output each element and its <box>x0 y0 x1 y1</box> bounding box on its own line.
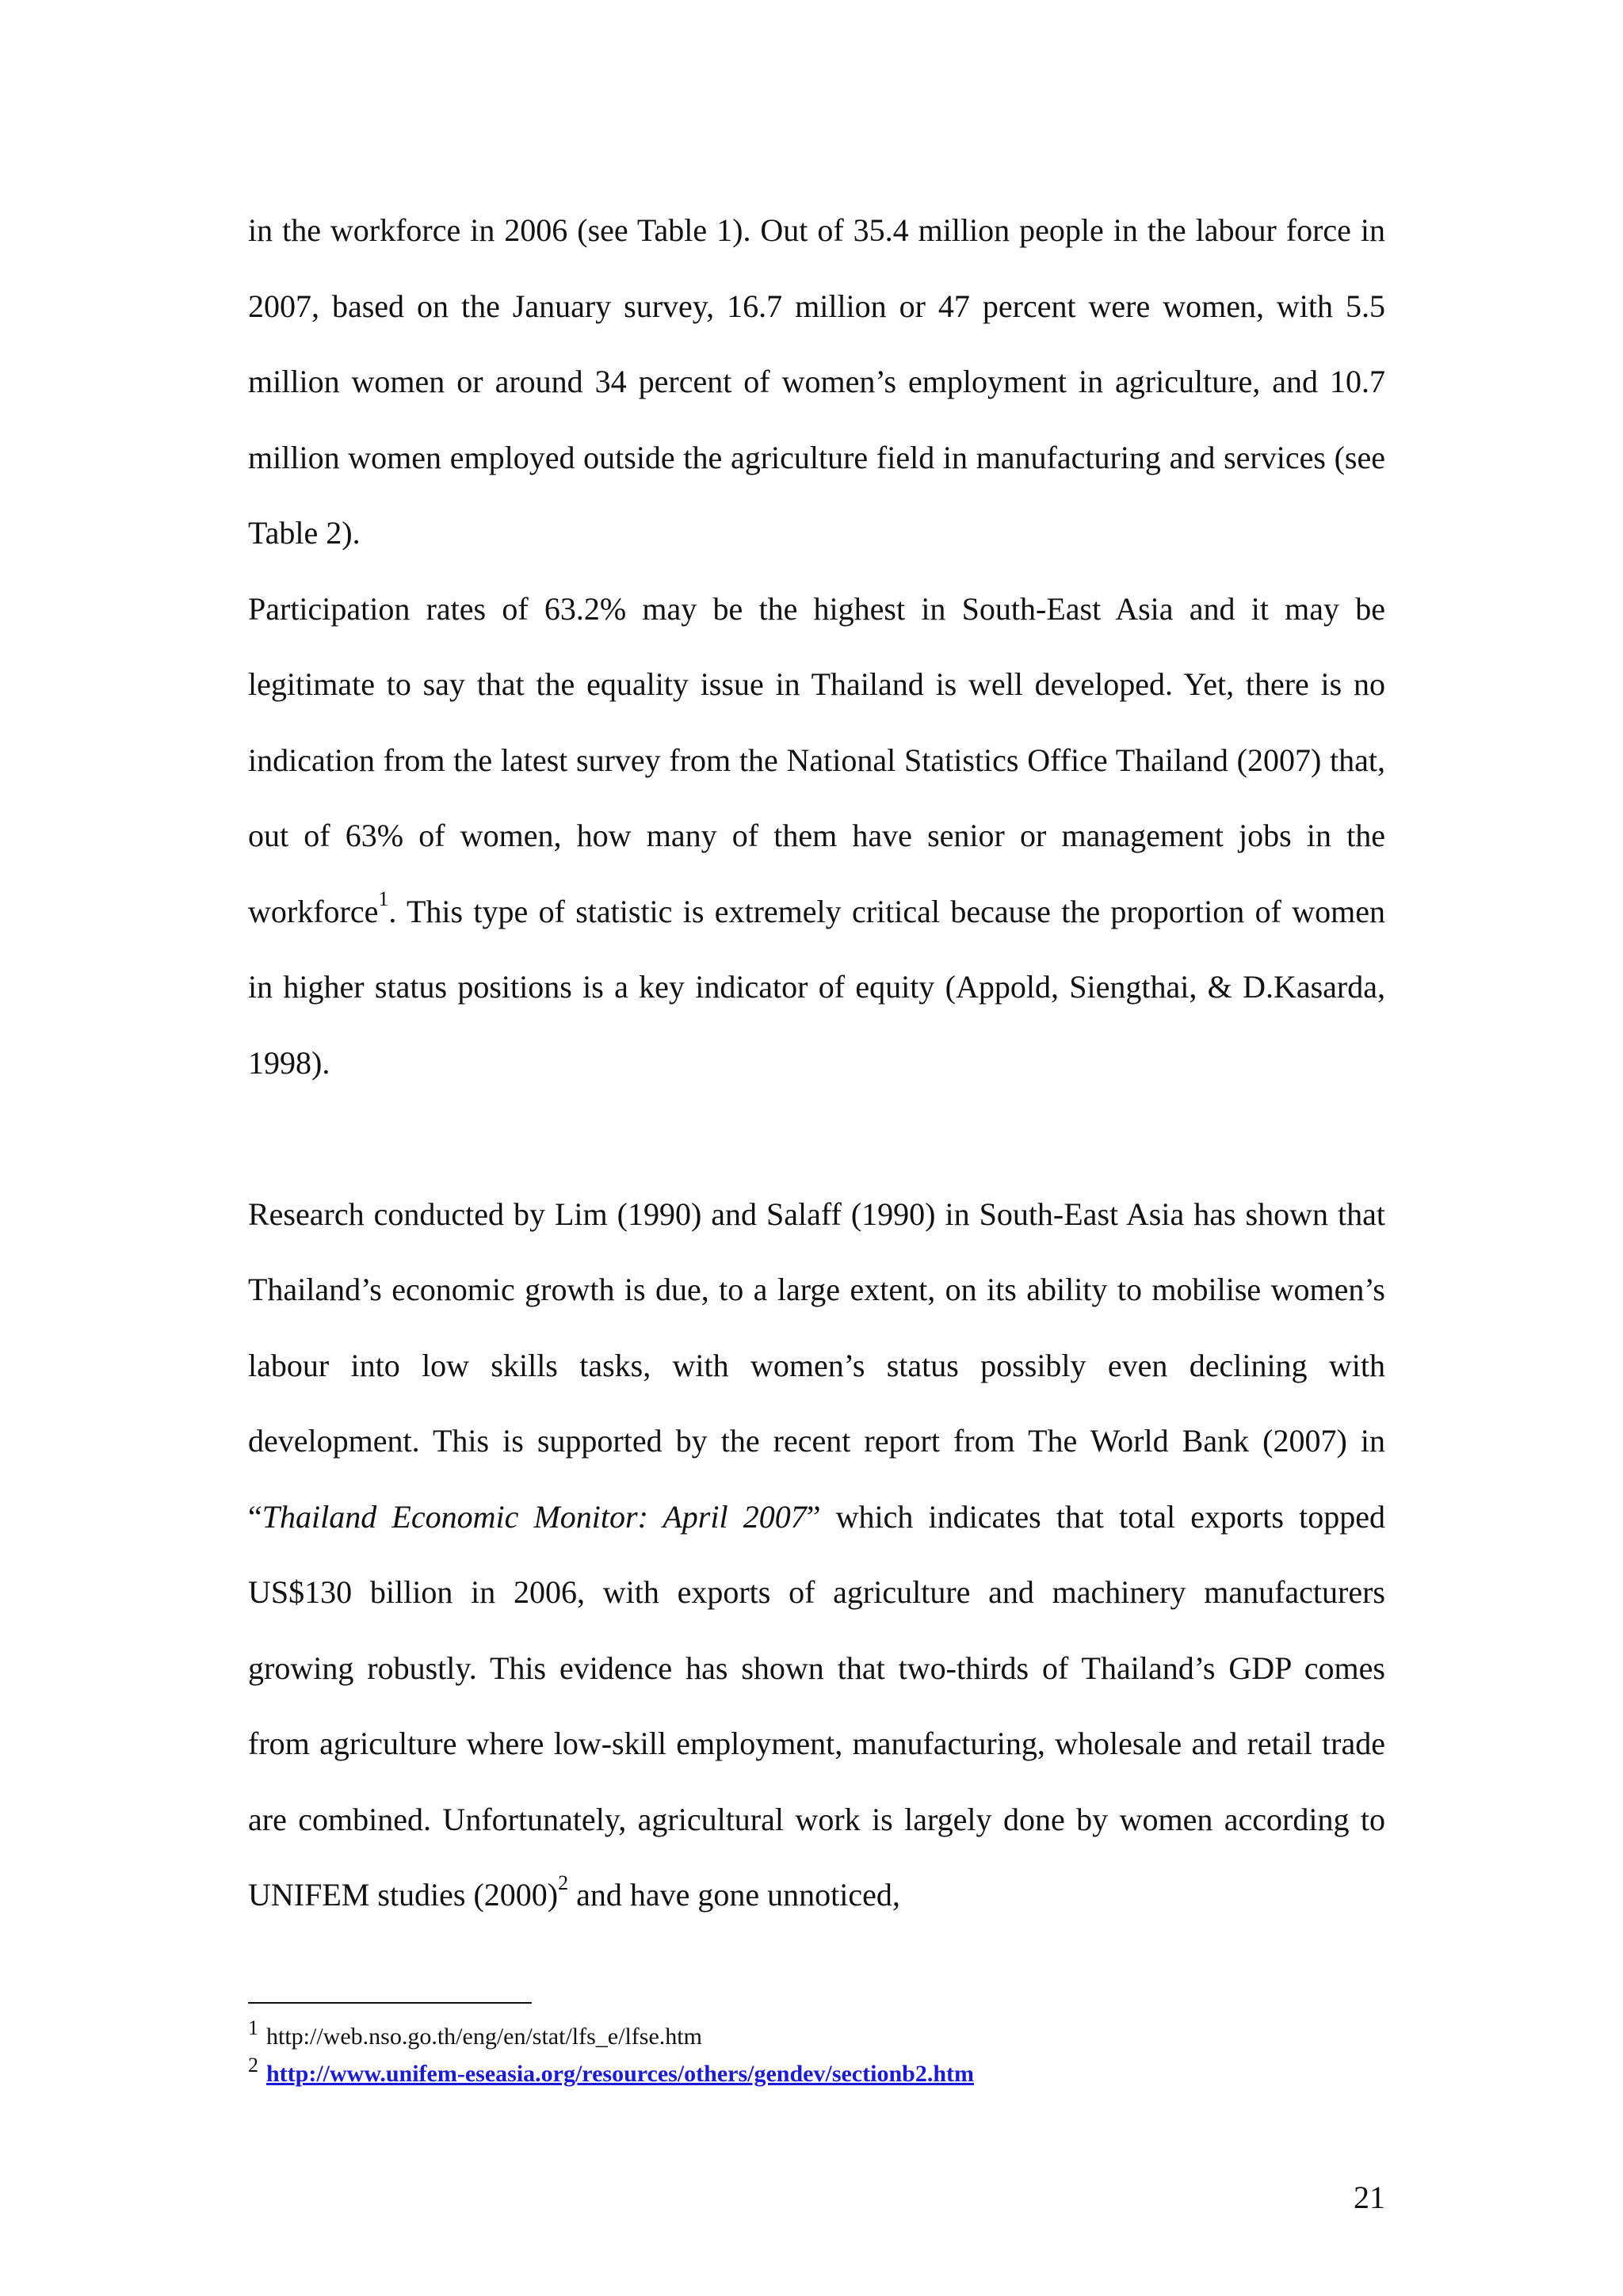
footnote-1-url: http://web.nso.go.th/eng/en/stat/lfs_e/lfse.htm <box>266 2023 702 2050</box>
paragraph-3 <box>248 1177 1385 1933</box>
page-number: 21 <box>1354 2180 1385 2215</box>
paragraph-2-text-end: . This type of statistic is extremely critical because the proportion of women in higher status positions is a key indicator of equity (Appold, Siengthai, & D.Kasarda, 1998). <box>248 893 1385 1081</box>
paragraph-gap <box>248 1100 1385 1177</box>
footnote-ref-1[interactable]: 1 <box>378 887 389 911</box>
footnote-ref-2[interactable]: 2 <box>558 1871 569 1894</box>
footnote-2-mark: 2 <box>248 2054 258 2077</box>
footnote-1-mark: 1 <box>248 2016 258 2039</box>
paragraph-3-text-mid: ” which indicates that total exports topped US$130 billion in 2006, with exports of agriculture and machinery manufacturers growing robustly. This evidence has shown that two-thirds of Thailand’s GDP comes from agriculture where low-skill employment, manufacturing, wholesale and retail trade are combined. Unfortunately, agricultural work is largely done by women according to UNIFEM studies (2000) <box>248 1498 1385 1913</box>
paragraph-1: in the workforce in 2006 (see Table 1). Out of 35.4 million people in the labour force in 2007, based on the January survey, 16.7 million or 47 percent were women, with 5.5 million women or around 34 percent of women’s employment in agriculture, and 10.7 million women employed outside the agriculture field in manufacturing and services (see Table 2). <box>248 212 1385 551</box>
report-title-italic: Thailand Economic Monitor: April 2007 <box>262 1498 807 1535</box>
paragraph-3-text-start: Research conducted by Lim (1990) and Salaff (1990) in South-East Asia has shown that Thailand’s economic growth is due, to a large extent, on its ability to mobilise women’s labour into low skills tasks, with women’s status possibly even declining with development. This is supported by the recent report from The World Bank (2007) in “ <box>248 1196 1385 1535</box>
footnote-separator <box>248 2002 532 2004</box>
paragraph-2 <box>248 571 1385 1101</box>
footnotes <box>248 2016 1385 2093</box>
footnote-1 <box>248 2016 1385 2056</box>
footnote-2 <box>248 2056 1385 2093</box>
footnote-2-link[interactable]: http://www.unifem-eseasia.org/resources/others/gendev/sectionb2.htm <box>266 2061 974 2087</box>
body-text <box>248 193 1385 1933</box>
paragraph-2-text-start: Participation rates of 63.2% may be the highest in South-East Asia and it may be legitimate to say that the equality issue in Thailand is well developed. Yet, there is no indication from the latest survey from the National Statistics Office Thailand (2007) that, out of 63% of women, how many of them have senior or management jobs in the workforce <box>248 590 1385 929</box>
paragraph-3-text-end: and have gone unnoticed, <box>568 1877 900 1913</box>
